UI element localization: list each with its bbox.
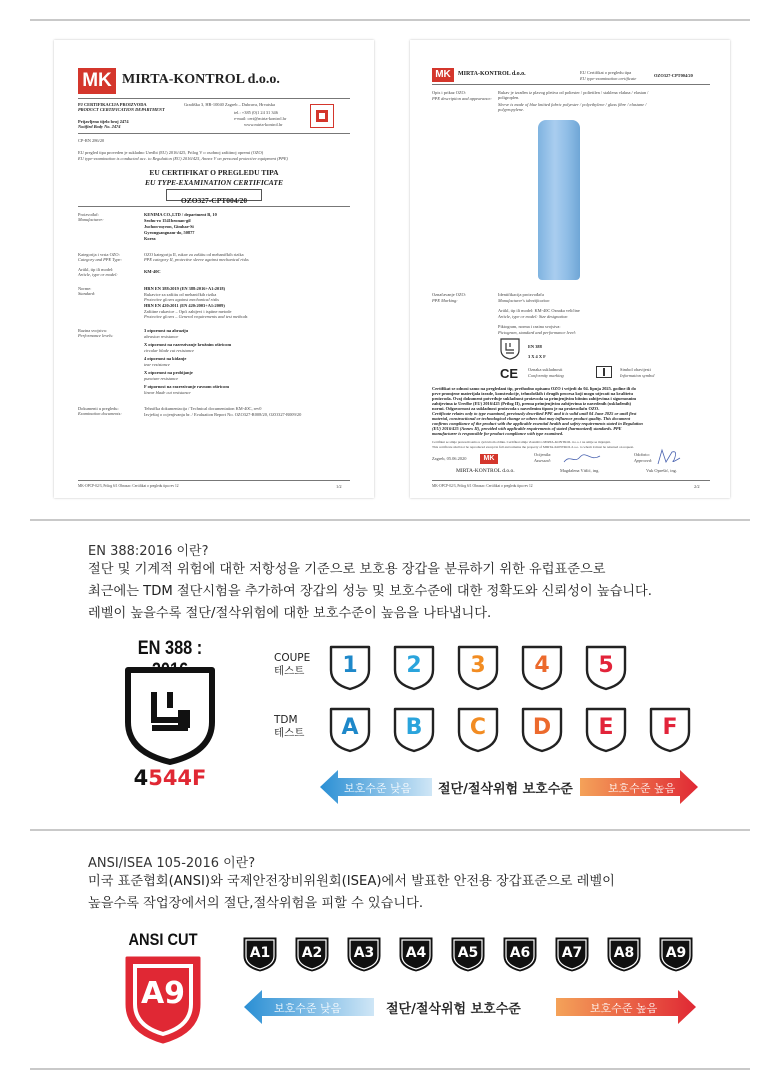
en388-line-3: 레벨이 높을수록 절단/절삭위험에 대한 보호수준이 높음을 나타냅니다. — [88, 606, 492, 621]
marking-line: Article, type or model: Size designation — [498, 314, 568, 319]
header-hr: EU Certifikat o pregledu tipa — [580, 70, 632, 75]
ansi-heading: ANSI/ISEA 105-2016 이란? — [88, 856, 256, 871]
desc-line: Sleeve is made of blue knitted fabric polyester / polyethylene / glass fibre / elastane / — [498, 102, 647, 107]
top-divider — [30, 19, 750, 21]
cert-number: OZO327-CPT004/20 — [180, 196, 248, 205]
coupe-level-4: 4 — [520, 644, 564, 692]
en388-logo-title: EN 388 : — [137, 638, 203, 659]
marking-line: Identifikacija proizvođača — [498, 292, 544, 297]
divider-after-certificates — [30, 519, 750, 521]
desc-line: polypropylene. — [498, 107, 525, 112]
info-label-hr: Simbol obavijesti — [620, 367, 651, 372]
tdm-level-a: A — [328, 706, 372, 754]
ansi-level-a9: A9 — [656, 934, 696, 974]
info-label-en: Information symbol — [620, 373, 655, 378]
en388-hammer-shield-icon — [124, 666, 216, 766]
address: Gradiška 3, HR-10040 Zagreb – Dubrava, Hrvatska — [184, 102, 275, 107]
marking-label-en: PPE Marking: — [432, 298, 458, 303]
en388-logo-code: 4544F — [133, 766, 207, 790]
ansi-low-label: 보호수준 낮음 — [274, 1002, 342, 1015]
en388-pictogram-small — [500, 338, 520, 360]
en388-high-label: 보호수준 높음 — [608, 782, 676, 795]
web: www.mirta-kontrol.hr — [244, 122, 283, 127]
marking-line: Manufacturer's identification — [498, 298, 550, 303]
ref-number: CP-RN 286/20 — [78, 138, 105, 143]
footer-2: MK-OPCP-02/3, Prilog 6/1 Obrazac: Certifikat o pregledu tipa rev 12 — [432, 484, 533, 488]
assessor-name: Magdalena Vášić, ing. — [560, 468, 600, 473]
mk-logo-small: MK — [432, 68, 454, 82]
header-cert-number: OZO327-CPT004/20 — [654, 73, 693, 78]
ansi-logo-title: ANSI CUT — [128, 930, 198, 949]
assessor-signature — [562, 452, 602, 466]
certificate-page-2: MK MIRTA-KONTROL d.o.o. EU Certifikat o pregledu tipa EU type-examination certificate OZO327-CPT004/20 Opis i prikaz OZO: PPE description and appearance: Rukav je izrađen iz plavog pletiva od poliester / polietilen / staklena vlakna / elastan / poligroplen. Sleeve is made of blue knitted fabric polyester / polyethylene / glass fibre / elastane / polypropylene. Označavanje OZO: PPE Marking: Identifikacija proizvođača Manufacturer's identification Artikl, tip ili model: KM-40C Oznaka veličine Article, type or model: Size designation Piktogram, norma i razina svojstva: Pictogram, standard and performance level: EN 388 3 X 4 X F CE Oznaka sukladnosti Conformity marking Simbol obavijesti Information symbol Certifikat se odnosi samo na pregledani tip, prethodno opisanu OZO i vrijedi do 04. lipnja 2025. godine ili do prve promjene materijala izrade, konstrukcije, tehnoloških i drugih procesa koji mogu utjecati na kvalitetu proizvoda. Ovaj dokument potvrđuje sukladnost proizvoda sa primjenjivim bitnim zahtjevima i sigurnosnim zahtjevima iz Uredbe (EU) 2016/425 (Prilog II), prema primjenjivim zahtjevima iz navedenih (usklađenih) normi. Odgovornost za sukladnost proizvoda s navedenim tipom je na proizvođaču OZO. Certificate relates only to type examined, previously described PPE and it is valid until 04 June 2025 or until first material, constructional or technological change or others that may influence product quality. This document confirms compliance of the product with the applicable essential health and safety requirements stated in Regulation (EU) 2016/425 (Annex II), provided with applicable requirements of stated (harmonized) standards. PPE manufacturer is responsible for product compliance with type examined. Certifikat se smije prenositi samo u cjelovitom obliku. Certifikat smije vlasništvo MIRTA-KONTROL d.o.o. i ne smije se mijenjati. This certificate shall not be reproduced except in full and remains the property of MIRTA-KONTROL d.o.o. to whom it must be returned on request. Zagreb, 05.06.2020 Ocijenila: Assessed: Magdalena Vášić, ing. Odobrio: Approved: Vuk Oprešić, ing. MK MIRTA-KONTROL d.o.o. MK-OPCP-02/3, Prilog 6/1 Obrazac: Certifikat o pregledu tipa rev 12 2/2 — [410, 40, 730, 498]
en388-heading: EN 388:2016 이란? — [88, 544, 209, 559]
page-2-number: 2/2 — [694, 484, 700, 489]
marking-line: Artikl, tip ili model: KM-40C Oznaka veličine — [498, 308, 580, 313]
ansi-level-a1: A1 — [240, 934, 280, 974]
en388-line-1: 절단 및 기계적 위험에 대한 저항성을 기준으로 보호용 장갑을 분류하기 위한 유럽표준으로 — [88, 562, 606, 577]
approver-label-en: Approved: — [634, 458, 653, 463]
ansi-level-a4: A4 — [396, 934, 436, 974]
department-en: PRODUCT CERTIFICATION DEPARTMENT — [78, 107, 165, 112]
ce-label-hr: Oznaka sukladnosti — [528, 367, 563, 372]
info-book-icon — [596, 366, 612, 378]
ansi-line-2: 높을수록 작업장에서의 절단,절삭위험을 피할 수 있습니다. — [88, 896, 424, 911]
assessor-label-hr: Ocijenila: — [534, 452, 552, 457]
company-name: MIRTA-KONTROL d.o.o. — [122, 72, 280, 87]
tdm-level-c: C — [456, 706, 500, 754]
email: e-mail: cert@mirta-kontrol.hr — [234, 116, 287, 121]
tdm-level-b: B — [392, 706, 436, 754]
ansi-high-label: 보호수준 높음 — [590, 1002, 658, 1015]
marking-line: Piktogram, norma i razina svojstva: — [498, 324, 561, 329]
en388-logo — [110, 638, 230, 798]
ansi-cut-logo — [118, 930, 208, 1050]
ansi-level-a7: A7 — [552, 934, 592, 974]
en388-line-2: 최근에는 TDM 절단시험을 추가하여 장갑의 성능 및 보호수준에 대한 정확도와 신뢰성이 높습니다. — [88, 584, 652, 599]
desc-label-hr: Opis i prikaz OZO: — [432, 90, 467, 95]
ce-label-en: Conformity marking — [528, 373, 564, 378]
ansi-level-a3: A3 — [344, 934, 384, 974]
header-en: EU type-examination certificate — [580, 76, 637, 81]
ce-mark: CE — [500, 366, 519, 381]
coupe-label: COUPE 테스트 — [274, 652, 311, 677]
tdm-level-f: F — [648, 706, 692, 754]
intro-hr: EU pregled tipa proveden je sukladno Uredbi (EU) 2016/425, Prilog V o osobnoj zaštitnoj opremi (OZO) — [78, 150, 264, 155]
mk-footer-logo: MK — [480, 454, 498, 464]
cert-title-hr: EU CERTIFIKAT O PREGLEDU TIPA — [149, 168, 279, 177]
cert-title-en: EU TYPE-EXAMINATION CERTIFICATE — [145, 178, 283, 187]
place-date: Zagreb, 05.06.2020 — [432, 456, 467, 461]
ansi-level-a2: A2 — [292, 934, 332, 974]
accreditation-stamp — [310, 104, 334, 128]
cert-number-box — [166, 189, 262, 205]
assessor-label-en: Assessed: — [534, 458, 552, 463]
tel: tel.: +385 (0)1 24 31 346 — [234, 110, 278, 115]
mk-logo: MK — [78, 68, 116, 94]
en388-center-label: 절단/절삭위험 보호수준 — [438, 782, 573, 797]
en388-low-label: 보호수준 낮음 — [344, 782, 412, 795]
certificate-page-1: MK MIRTA-KONTROL d.o.o. PJ CERTIFIKACIJA PROIZVODA PRODUCT CERTIFICATION DEPARTMENT Prijavljeno tijelo broj 2474 Notified Body No. 2474 Gradiška 3, HR-10040 Zagreb – Dubrava, Hrvatska tel.: +385 (0)1 24 31 346 e-mail: cert@mirta-kontrol.hr www.mirta-kontrol.hr CP-RN 286/20 EU pregled tipa proveden je sukladno Uredbi (EU) 2016/425, Prilog V o osobnoj zaštitnoj opremi (OZO) EU type-examination is conducted acc. to Regulation (EU) 2016/425, Annex V on personal protective equipment (PPE) EU CERTIFIKAT O PREGLEDU TIPA EU TYPE-EXAMINATION CERTIFICATE OZO327-CPT004/20 Proizvođač: Manufacturer: KENIMA CO.,LTD / department B, 10 Seohu-ro 1541beonan-gil Juchon-myeon, Gimhae-Si Gyeongsangnam-do, 50877 Korea Kategorija i vrsta OZO: Category and PPE Type: OZO kategorija II, rukav za zaštitu od mehaničkih rizika PPE category II, protective sleeve against mechanical risks Artikl, tip ili model: Article, type or model: KM-40C Norme: Standard: HRN EN 388:2019 (EN 388:2016+A1:2018) Rukavice za zaštitu od mehaničkih rizika Protective gloves against mechanical risks HRN EN 420:2011 (EN 420:2003+A1:2009) Zaštitne rukavice – Opći zahtjevi i ispitne metode Protective gloves – General requirements and test methods Razina svojstva: Performance levels: 3 otpornost na abraziju abrasion resistance X otpornost na razrezivanje kružnim oštricom circular blade cut resistance 4 otpornost na kidanje tear resistance X otpornost na probijanje puncture resistance F otpornost na razrezivanje ravnom oštricom linear blade cut resistance Dokumenti u pregledu: Examination documents: Tehnička dokumentacija / Technical documentation KM-40C, rev0 Izvještaj o ocjenjivanju br. / Evaluation Report No. OZO327-R008/20, OZO327-R009/20 MK-OPCP-02/3, Prilog 6/1 Obrazac: Certifikat o pregledu tipa rev 12 1/2 — [54, 40, 374, 498]
note-line: This certificate shall not be reproduced except in full and remains the property of MIRTA-KONTROL d.o.o. to whom it must be returned on request. — [432, 445, 634, 449]
ansi-level-a5: A5 — [448, 934, 488, 974]
marking-label-hr: Označavanje OZO: — [432, 292, 467, 297]
approver-signature — [654, 448, 684, 466]
tdm-label: TDM 테스트 — [274, 714, 305, 739]
intro-en: EU type-examination is conducted acc. to Regulation (EU) 2016/425, Annex V on personal protective equipment (PPE) — [78, 156, 289, 161]
bottom-divider — [30, 1068, 750, 1070]
approver-name: Vuk Oprešić, ing. — [646, 468, 677, 473]
ansi-level-a6: A6 — [500, 934, 540, 974]
coupe-level-2: 2 — [392, 644, 436, 692]
small-en388-code: 3 X 4 X F — [528, 354, 546, 359]
coupe-level-3: 3 — [456, 644, 500, 692]
ansi-center-label: 절단/절삭위험 보호수준 — [386, 1002, 521, 1017]
company-name-small: MIRTA-KONTROL d.o.o. — [458, 71, 526, 77]
coupe-level-1: 1 — [328, 644, 372, 692]
desc-line: poligroplen. — [498, 95, 520, 100]
notified-hr: Prijavljeno tijelo broj 2474 — [78, 119, 129, 124]
notified-en: Notified Body No. 2474 — [78, 124, 121, 129]
desc-label-en: PPE description and appearance: — [432, 96, 492, 101]
tdm-level-e: E — [584, 706, 628, 754]
approver-label-hr: Odobrio: — [634, 452, 650, 457]
coupe-level-5: 5 — [584, 644, 628, 692]
divider-after-en388 — [30, 829, 750, 831]
page-1-number: 1/2 — [336, 484, 342, 489]
department-hr: PJ CERTIFIKACIJA PROIZVODA — [78, 102, 147, 107]
ansi-logo-level: A9 — [140, 976, 186, 1011]
desc-line: Rukav je izrađen iz plavog pletiva od poliester / polietilen / staklena vlakna / elastan / — [498, 90, 649, 95]
small-en388-label: EN 388 — [528, 344, 542, 349]
note-line: Certifikat se smije prenositi samo u cjelovitom obliku. Certifikat smije vlasništvo MIRTA-KONTROL d.o.o. i ne smije se mijenjati. — [432, 440, 611, 444]
ansi-line-1: 미국 표준협회(ANSI)와 국제안전장비위원회(ISEA)에서 발표한 안전용 장갑표준으로 레벨이 — [88, 874, 615, 889]
blue-sleeve-photo — [538, 120, 580, 280]
marking-line: Pictogram, standard and performance level: — [498, 330, 577, 335]
tdm-level-d: D — [520, 706, 564, 754]
footer-company: MIRTA-KONTROL d.o.o. — [456, 468, 515, 474]
footer-1: MK-OPCP-02/3, Prilog 6/1 Obrazac: Certifikat o pregledu tipa rev 12 — [78, 484, 179, 488]
ansi-level-a8: A8 — [604, 934, 644, 974]
